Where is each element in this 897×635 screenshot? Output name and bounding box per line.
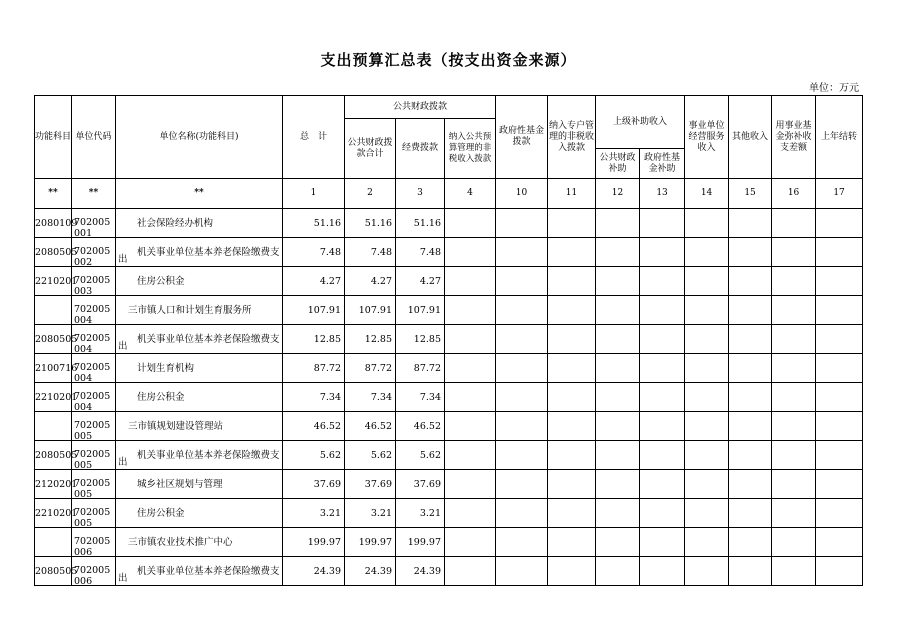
empty-cell — [640, 412, 685, 441]
unit-code-cell — [72, 238, 116, 267]
empty-cell — [596, 296, 640, 325]
header-fund-reserve: 用事业基金弥补收支差额 — [772, 96, 816, 179]
pf-total-cell: 51.16 — [345, 209, 396, 238]
empty-cell — [496, 267, 548, 296]
empty-cell — [816, 441, 863, 470]
empty-cell — [729, 238, 772, 267]
empty-cell — [816, 528, 863, 557]
func-code-cell: 2080109 — [35, 209, 72, 238]
table-row — [35, 528, 863, 557]
unit-code-text: 702005001 — [74, 217, 111, 239]
unit-code-text: 702005004 — [74, 391, 111, 413]
func-code-cell — [35, 412, 72, 441]
unit-label: 单位：万元 — [809, 83, 859, 94]
header-upper-subsidy: 上级补助收入 — [596, 96, 685, 149]
idx-cell: 16 — [772, 179, 816, 209]
unit-code-cell — [72, 499, 116, 528]
pf-total-cell: 4.27 — [345, 267, 396, 296]
funding-cell: 3.21 — [396, 499, 445, 528]
empty-cell — [596, 441, 640, 470]
empty-cell — [548, 267, 596, 296]
empty-cell — [685, 528, 729, 557]
func-code-cell: 2080505 — [35, 238, 72, 267]
empty-cell — [640, 354, 685, 383]
empty-cell — [640, 528, 685, 557]
empty-cell — [496, 528, 548, 557]
unit-code-cell — [72, 383, 116, 412]
table-row — [35, 209, 863, 238]
empty-cell — [496, 557, 548, 586]
unit-name-text-cont: 出 — [118, 341, 128, 352]
pf-total-cell: 7.34 — [345, 383, 396, 412]
empty-cell — [772, 238, 816, 267]
table-row — [35, 557, 863, 586]
total-cell: 12.85 — [283, 325, 345, 354]
unit-code-text: 702005005 — [74, 420, 111, 442]
empty-cell — [640, 296, 685, 325]
idx-cell: 15 — [729, 179, 772, 209]
header-func-code: 功能科目 — [35, 96, 72, 179]
total-cell: 7.34 — [283, 383, 345, 412]
empty-cell — [445, 267, 496, 296]
func-code-cell: 2120201 — [35, 470, 72, 499]
empty-cell — [640, 383, 685, 412]
empty-cell — [729, 557, 772, 586]
unit-name-cell: 三市镇人口和计划生育服务所 — [116, 296, 283, 325]
unit-name-text: 机关事业单位基本养老保险缴费支 — [137, 246, 280, 258]
empty-cell — [596, 557, 640, 586]
total-cell: 199.97 — [283, 528, 345, 557]
empty-cell — [729, 383, 772, 412]
unit-code-text: 702005004 — [74, 362, 111, 384]
total-cell: 24.39 — [283, 557, 345, 586]
func-code-cell — [35, 296, 72, 325]
empty-cell — [685, 296, 729, 325]
empty-cell — [772, 354, 816, 383]
empty-cell — [729, 209, 772, 238]
table-row — [35, 267, 863, 296]
empty-cell — [445, 354, 496, 383]
func-code-cell: 2100716 — [35, 354, 72, 383]
pf-total-cell: 24.39 — [345, 557, 396, 586]
total-cell: 107.91 — [283, 296, 345, 325]
empty-cell — [548, 528, 596, 557]
empty-cell — [685, 325, 729, 354]
empty-cell — [729, 267, 772, 296]
empty-cell — [729, 441, 772, 470]
func-code-cell: 2080505 — [35, 441, 72, 470]
table-row — [35, 412, 863, 441]
unit-name-cell — [116, 441, 283, 470]
empty-cell — [596, 267, 640, 296]
empty-cell — [685, 470, 729, 499]
empty-cell — [816, 412, 863, 441]
empty-cell — [496, 499, 548, 528]
empty-cell — [816, 209, 863, 238]
unit-code-cell — [72, 209, 116, 238]
empty-cell — [772, 441, 816, 470]
table-row — [35, 470, 863, 499]
empty-cell — [772, 267, 816, 296]
unit-name-cell: 住房公积金 — [116, 383, 283, 412]
funding-cell: 46.52 — [396, 412, 445, 441]
pf-total-cell: 5.62 — [345, 441, 396, 470]
unit-code-cell — [72, 557, 116, 586]
func-code-cell: 2080505 — [35, 557, 72, 586]
empty-cell — [596, 470, 640, 499]
table-row — [35, 441, 863, 470]
empty-cell — [640, 557, 685, 586]
idx-cell: ** — [72, 179, 116, 209]
unit-name-text: 机关事业单位基本养老保险缴费支 — [137, 449, 280, 461]
empty-cell — [445, 209, 496, 238]
funding-cell: 51.16 — [396, 209, 445, 238]
unit-name-cell — [116, 238, 283, 267]
empty-cell — [496, 296, 548, 325]
empty-cell — [445, 412, 496, 441]
empty-cell — [685, 383, 729, 412]
empty-cell — [685, 238, 729, 267]
funding-cell: 12.85 — [396, 325, 445, 354]
index-row — [35, 179, 863, 209]
unit-code-cell — [72, 354, 116, 383]
unit-code-cell — [72, 296, 116, 325]
header-nontax-budget: 纳入公共预算管理的非税收入拨款 — [445, 119, 496, 179]
empty-cell — [816, 296, 863, 325]
empty-cell — [548, 325, 596, 354]
total-cell: 87.72 — [283, 354, 345, 383]
budget-table — [34, 95, 863, 586]
empty-cell — [445, 441, 496, 470]
total-cell: 37.69 — [283, 470, 345, 499]
empty-cell — [548, 238, 596, 267]
header-last-year: 上年结转 — [816, 96, 863, 179]
header-special-nontax: 纳入专户管理的非税收入拨款 — [548, 96, 596, 179]
empty-cell — [640, 499, 685, 528]
pf-total-cell: 7.48 — [345, 238, 396, 267]
func-code-cell: 2210201 — [35, 383, 72, 412]
table-row — [35, 383, 863, 412]
empty-cell — [496, 412, 548, 441]
empty-cell — [445, 238, 496, 267]
idx-cell: 10 — [496, 179, 548, 209]
empty-cell — [596, 528, 640, 557]
unit-code-text: 702005004 — [74, 304, 111, 326]
table-row — [35, 296, 863, 325]
empty-cell — [445, 296, 496, 325]
empty-cell — [816, 470, 863, 499]
empty-cell — [548, 499, 596, 528]
funding-cell: 107.91 — [396, 296, 445, 325]
unit-code-text: 702005005 — [74, 507, 111, 529]
idx-cell: ** — [35, 179, 72, 209]
total-cell: 7.48 — [283, 238, 345, 267]
unit-name-cell — [116, 557, 283, 586]
unit-code-text: 702005002 — [74, 246, 111, 268]
empty-cell — [548, 354, 596, 383]
empty-cell — [496, 354, 548, 383]
empty-cell — [596, 383, 640, 412]
empty-cell — [816, 557, 863, 586]
unit-code-text: 702005006 — [74, 536, 111, 558]
empty-cell — [445, 383, 496, 412]
total-cell: 4.27 — [283, 267, 345, 296]
empty-cell — [816, 267, 863, 296]
unit-name-cell — [116, 325, 283, 354]
pf-total-cell: 107.91 — [345, 296, 396, 325]
empty-cell — [729, 499, 772, 528]
empty-cell — [729, 528, 772, 557]
unit-code-cell — [72, 325, 116, 354]
unit-code-cell — [72, 470, 116, 499]
empty-cell — [816, 383, 863, 412]
unit-name-text: 机关事业单位基本养老保险缴费支 — [137, 565, 280, 577]
idx-cell: 12 — [596, 179, 640, 209]
empty-cell — [496, 383, 548, 412]
empty-cell — [685, 557, 729, 586]
empty-cell — [596, 354, 640, 383]
unit-name-cell: 计划生育机构 — [116, 354, 283, 383]
funding-cell: 5.62 — [396, 441, 445, 470]
func-code-cell: 2080505 — [35, 325, 72, 354]
unit-name-cell: 住房公积金 — [116, 499, 283, 528]
funding-cell: 24.39 — [396, 557, 445, 586]
empty-cell — [772, 499, 816, 528]
empty-cell — [548, 383, 596, 412]
pf-total-cell: 87.72 — [345, 354, 396, 383]
empty-cell — [496, 209, 548, 238]
empty-cell — [548, 296, 596, 325]
empty-cell — [640, 470, 685, 499]
header-other-income: 其他收入 — [729, 96, 772, 179]
header-business-income: 事业单位经营服务收入 — [685, 96, 729, 179]
unit-name-text-cont: 出 — [118, 457, 128, 468]
header-pf-total: 公共财政拨款合计 — [345, 119, 396, 179]
unit-name-cell: 社会保险经办机构 — [116, 209, 283, 238]
unit-code-cell — [72, 441, 116, 470]
pf-total-cell: 12.85 — [345, 325, 396, 354]
pf-total-cell: 37.69 — [345, 470, 396, 499]
funding-cell: 199.97 — [396, 528, 445, 557]
header-upper-gov-fund: 政府性基金补助 — [640, 149, 685, 179]
unit-name-text-cont: 出 — [118, 254, 128, 265]
table-row — [35, 238, 863, 267]
header-public-finance: 公共财政拨款 — [345, 96, 496, 119]
empty-cell — [548, 441, 596, 470]
idx-cell: 1 — [283, 179, 345, 209]
empty-cell — [685, 267, 729, 296]
empty-cell — [685, 499, 729, 528]
empty-cell — [445, 557, 496, 586]
empty-cell — [548, 209, 596, 238]
empty-cell — [596, 209, 640, 238]
empty-cell — [496, 441, 548, 470]
empty-cell — [496, 238, 548, 267]
header-upper-public: 公共财政补助 — [596, 149, 640, 179]
header-funding: 经费拨款 — [396, 119, 445, 179]
unit-name-text: 机关事业单位基本养老保险缴费支 — [137, 333, 280, 345]
empty-cell — [772, 296, 816, 325]
empty-cell — [685, 354, 729, 383]
pf-total-cell: 199.97 — [345, 528, 396, 557]
empty-cell — [548, 557, 596, 586]
unit-code-text: 702005003 — [74, 275, 111, 297]
total-cell: 3.21 — [283, 499, 345, 528]
empty-cell — [772, 557, 816, 586]
empty-cell — [445, 325, 496, 354]
empty-cell — [685, 209, 729, 238]
empty-cell — [729, 354, 772, 383]
empty-cell — [445, 499, 496, 528]
idx-cell: 17 — [816, 179, 863, 209]
empty-cell — [729, 325, 772, 354]
empty-cell — [729, 412, 772, 441]
empty-cell — [548, 470, 596, 499]
unit-code-text: 702005005 — [74, 478, 111, 500]
idx-cell: ** — [116, 179, 283, 209]
pf-total-cell: 46.52 — [345, 412, 396, 441]
idx-cell: 3 — [396, 179, 445, 209]
empty-cell — [596, 325, 640, 354]
unit-name-cell: 住房公积金 — [116, 267, 283, 296]
unit-code-cell — [72, 528, 116, 557]
funding-cell: 7.34 — [396, 383, 445, 412]
page-title: 支出预算汇总表（按支出资金来源） — [320, 51, 577, 69]
funding-cell: 37.69 — [396, 470, 445, 499]
empty-cell — [816, 325, 863, 354]
empty-cell — [596, 238, 640, 267]
empty-cell — [596, 499, 640, 528]
empty-cell — [816, 354, 863, 383]
func-code-cell — [35, 528, 72, 557]
header-gov-fund: 政府性基金拨款 — [496, 96, 548, 179]
func-code-cell: 2210201 — [35, 267, 72, 296]
unit-name-cell: 城乡社区规划与管理 — [116, 470, 283, 499]
total-cell: 5.62 — [283, 441, 345, 470]
total-cell: 46.52 — [283, 412, 345, 441]
empty-cell — [640, 267, 685, 296]
header-unit-name: 单位名称(功能科目) — [116, 96, 283, 179]
idx-cell: 4 — [445, 179, 496, 209]
unit-code-cell — [72, 267, 116, 296]
empty-cell — [685, 441, 729, 470]
empty-cell — [772, 325, 816, 354]
empty-cell — [772, 383, 816, 412]
func-code-cell: 2210201 — [35, 499, 72, 528]
unit-code-text: 702005004 — [74, 333, 111, 355]
empty-cell — [772, 412, 816, 441]
unit-code-text: 702005006 — [74, 565, 111, 587]
pf-total-cell: 3.21 — [345, 499, 396, 528]
idx-cell: 13 — [640, 179, 685, 209]
empty-cell — [640, 209, 685, 238]
empty-cell — [640, 238, 685, 267]
empty-cell — [729, 296, 772, 325]
total-cell: 51.16 — [283, 209, 345, 238]
empty-cell — [772, 528, 816, 557]
header-total: 总 计 — [283, 96, 345, 179]
empty-cell — [445, 470, 496, 499]
empty-cell — [772, 209, 816, 238]
unit-name-text-cont: 出 — [118, 573, 128, 584]
unit-name-cell: 三市镇规划建设管理站 — [116, 412, 283, 441]
empty-cell — [640, 325, 685, 354]
unit-code-text: 702005005 — [74, 449, 111, 471]
empty-cell — [816, 499, 863, 528]
empty-cell — [685, 412, 729, 441]
empty-cell — [816, 238, 863, 267]
empty-cell — [496, 325, 548, 354]
empty-cell — [496, 470, 548, 499]
funding-cell: 7.48 — [396, 238, 445, 267]
empty-cell — [640, 441, 685, 470]
idx-cell: 2 — [345, 179, 396, 209]
funding-cell: 4.27 — [396, 267, 445, 296]
empty-cell — [772, 470, 816, 499]
unit-name-cell: 三市镇农业技术推广中心 — [116, 528, 283, 557]
funding-cell: 87.72 — [396, 354, 445, 383]
empty-cell — [729, 470, 772, 499]
empty-cell — [445, 528, 496, 557]
empty-cell — [548, 412, 596, 441]
table-row — [35, 499, 863, 528]
header-unit-code: 单位代码 — [72, 96, 116, 179]
table-row — [35, 354, 863, 383]
empty-cell — [596, 412, 640, 441]
idx-cell: 11 — [548, 179, 596, 209]
table-row — [35, 325, 863, 354]
unit-code-cell — [72, 412, 116, 441]
idx-cell: 14 — [685, 179, 729, 209]
